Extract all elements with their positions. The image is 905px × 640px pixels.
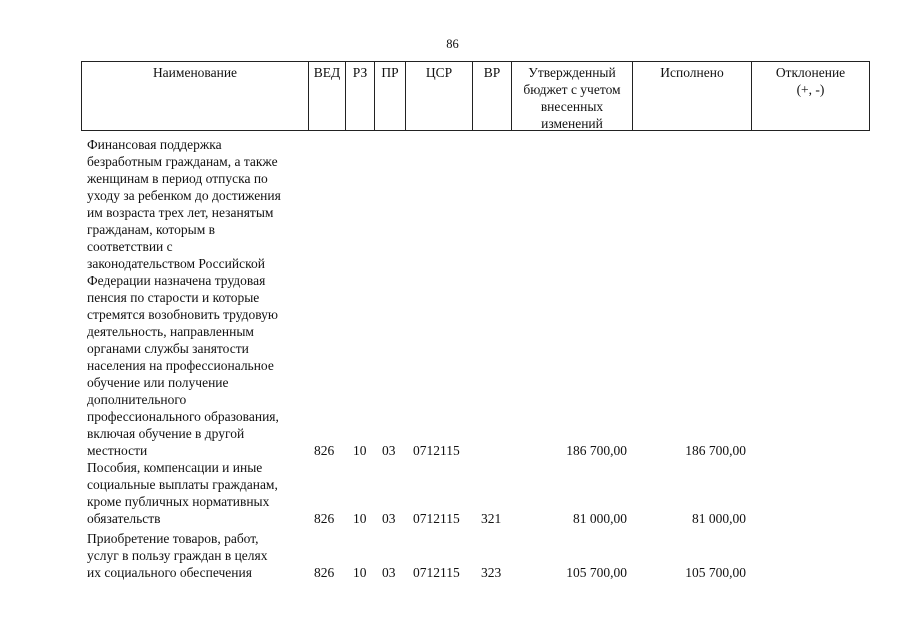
row-name-line: услуг в пользу граждан в целях [87, 548, 268, 563]
header-deviation [752, 64, 869, 98]
row-name-line: включая обучение в другой [87, 426, 245, 441]
row-name-line: их социального обеспечения [87, 565, 252, 580]
header-approved-line: внесенных [540, 99, 604, 114]
header-deviation-line: Отклонение [775, 65, 846, 80]
row-name-line: законодательством Российской [87, 256, 265, 271]
row-pr: 03 [382, 443, 396, 458]
header-approved-line: Утвержденный [528, 65, 616, 80]
row-name-line: Приобретение товаров, работ, [87, 531, 259, 546]
row-name-line: местности [87, 443, 148, 458]
row-csr: 0712115 [413, 565, 460, 580]
row-rz: 10 [353, 443, 367, 458]
row-name-line: гражданам, которым в [87, 222, 216, 237]
row-name-line: деятельность, направленным [87, 324, 254, 339]
row-approved: 81 000,00 [573, 511, 627, 526]
table-row-name [87, 530, 312, 581]
page-number: 86 [446, 37, 459, 51]
row-name-line: соответствии с [87, 239, 173, 254]
row-csr: 0712115 [413, 443, 460, 458]
row-executed: 81 000,00 [692, 511, 746, 526]
row-approved: 186 700,00 [566, 443, 627, 458]
table-row-name [87, 459, 312, 527]
row-name-line: Пособия, компенсации и иные [87, 460, 263, 475]
row-name-line: им возраста трех лет, незанятым [87, 205, 274, 220]
row-name-line: профессионального образования, [87, 409, 279, 424]
row-ved: 826 [314, 443, 335, 458]
row-name-line: органами службы занятости [87, 341, 249, 356]
row-vr: 321 [481, 511, 502, 526]
table-row-name [87, 136, 312, 459]
row-name-line: уходу за ребенком до достижения [87, 188, 281, 203]
row-name-line: Федерации назначена трудовая [87, 273, 266, 288]
row-name-line: обязательств [87, 511, 161, 526]
row-name-line: безработным гражданам, а также [87, 154, 278, 169]
row-name-line: кроме публичных нормативных [87, 494, 270, 509]
row-csr: 0712115 [413, 511, 460, 526]
row-name-line: дополнительного [87, 392, 187, 407]
row-name-line: населения на профессиональное [87, 358, 274, 373]
header-name: Наименование [152, 65, 238, 80]
header-ved: ВЕД [313, 65, 341, 80]
row-rz: 10 [353, 565, 367, 580]
row-name-line: стремятся возобновить трудовую [87, 307, 279, 322]
row-ved: 826 [314, 511, 335, 526]
header-executed: Исполнено [660, 65, 724, 80]
row-approved: 105 700,00 [566, 565, 627, 580]
row-vr: 323 [481, 565, 502, 580]
row-name-line: пенсия по старости и которые [87, 290, 260, 305]
header-approved-line: изменений [541, 116, 603, 131]
row-executed: 105 700,00 [685, 565, 746, 580]
row-name-line: Финансовая поддержка [87, 137, 222, 152]
header-approved-line: бюджет с учетом [523, 82, 621, 97]
row-pr: 03 [382, 511, 396, 526]
row-rz: 10 [353, 511, 367, 526]
header-deviation-line: (+, -) [796, 82, 825, 97]
row-pr: 03 [382, 565, 396, 580]
header-rz: РЗ [352, 65, 368, 80]
header-approved [512, 64, 632, 132]
row-name-line: женщинам в период отпуска по [87, 171, 268, 186]
row-ved: 826 [314, 565, 335, 580]
header-csr: ЦСР [425, 65, 453, 80]
row-name-line: социальные выплаты гражданам, [87, 477, 278, 492]
header-vr: ВР [483, 65, 501, 80]
row-executed: 186 700,00 [685, 443, 746, 458]
header-pr: ПР [381, 65, 399, 80]
row-name-line: обучение или получение [87, 375, 229, 390]
